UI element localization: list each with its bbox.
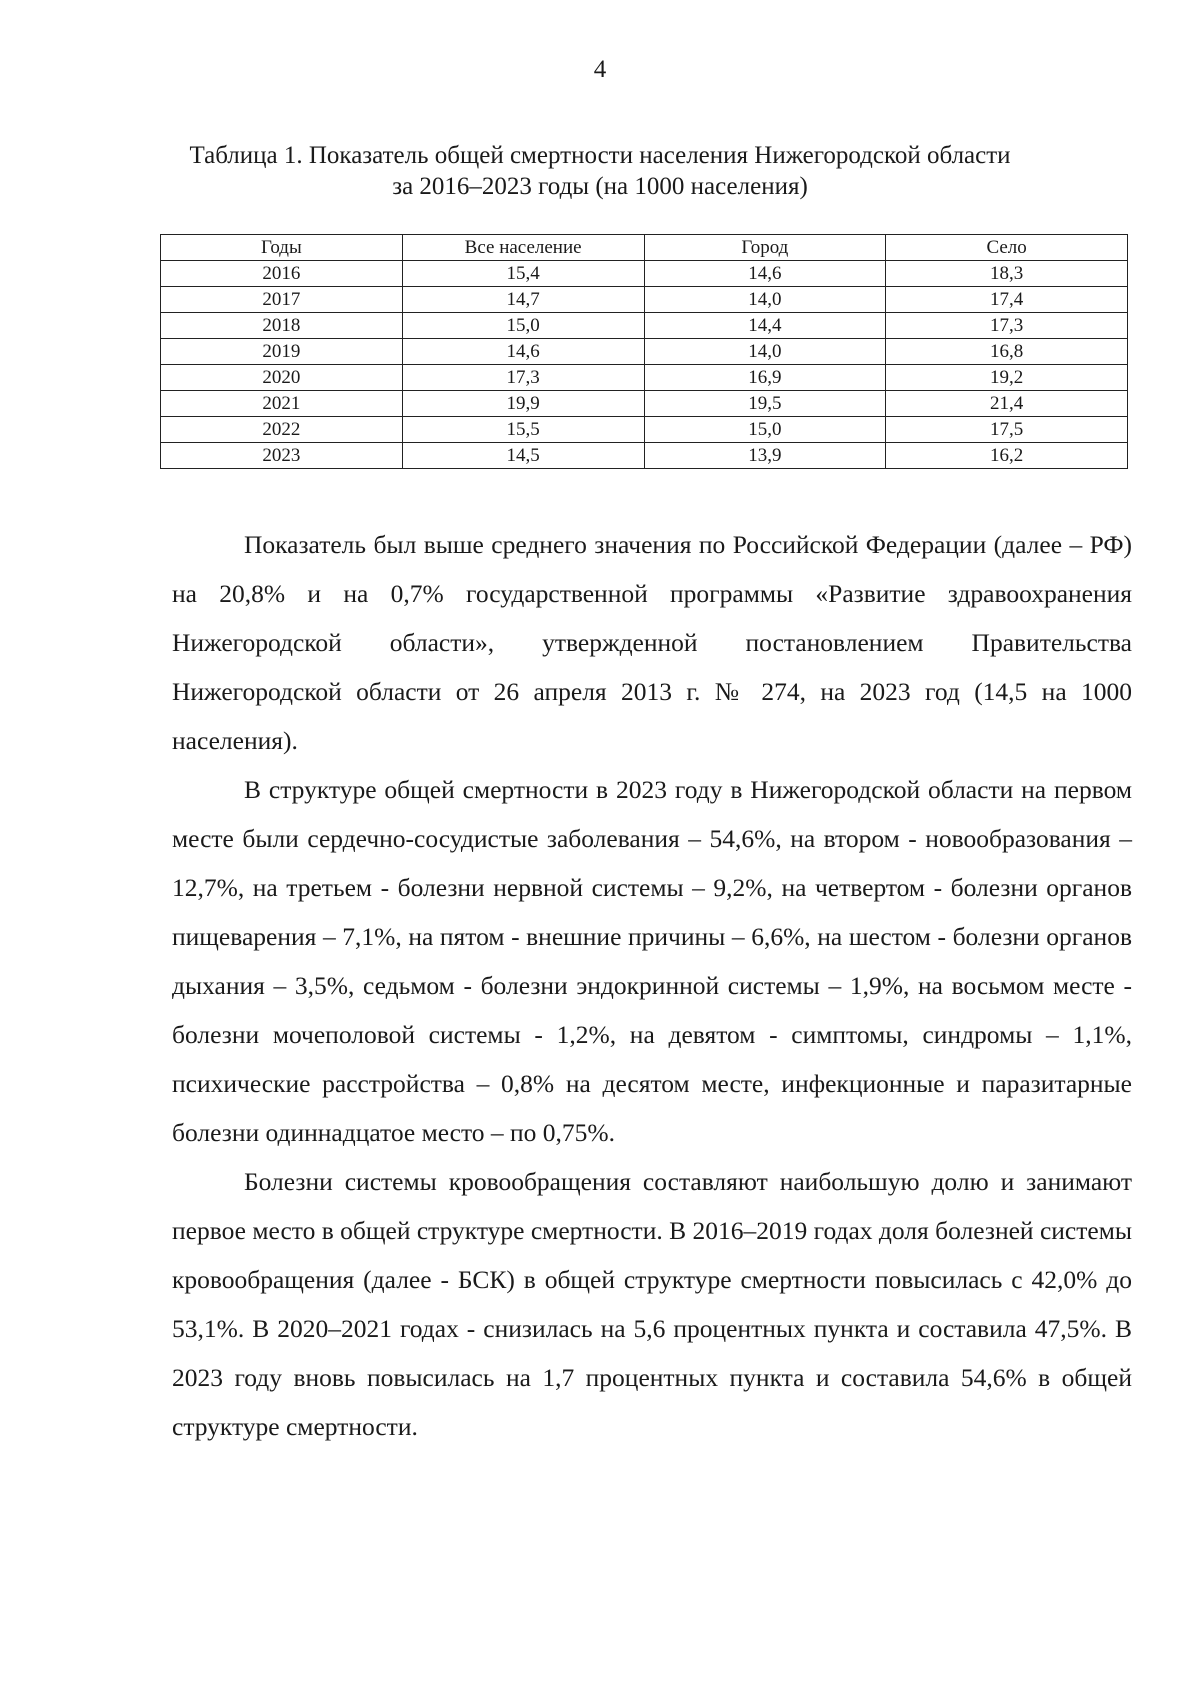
cell-city: 14,4 [644,313,886,339]
table-caption-line-2: за 2016–2023 годы (на 1000 населения) [392,173,808,200]
cell-year: 2023 [161,443,403,469]
table-row [161,339,1128,365]
cell-city: 15,0 [644,417,886,443]
cell-total: 15,5 [402,417,644,443]
header-city: Город [644,235,886,261]
paragraph-circulatory-diseases: Болезни системы кровообращения составляют наибольшую долю и занимают первое место в общей структуре смертности. В 2016–2019 годах доля болезней системы кровообращения (далее - БСК) в общей структуре смертности повысилась с 42,0% до 53,1%. В 2020–2021 годах - снизилась на 5,6 процентных пункта и составила 47,5%. В 2023 году вновь повысилась на 1,7 процентных пункта и составила 54,6% в общей структуре смертности. [172,1167,1132,1441]
mortality-table [160,234,1128,469]
header-years: Годы [161,235,403,261]
cell-city: 13,9 [644,443,886,469]
cell-city: 16,9 [644,365,886,391]
cell-village: 17,3 [886,313,1128,339]
cell-village: 17,5 [886,417,1128,443]
table-row [161,287,1128,313]
table-row [161,391,1128,417]
cell-total: 15,4 [402,261,644,287]
cell-village: 17,4 [886,287,1128,313]
cell-year: 2018 [161,313,403,339]
table-row [161,417,1128,443]
table-row [161,313,1128,339]
cell-year: 2017 [161,287,403,313]
cell-city: 19,5 [644,391,886,417]
table-row [161,365,1128,391]
cell-year: 2019 [161,339,403,365]
header-total-population: Все население [402,235,644,261]
cell-city: 14,0 [644,339,886,365]
cell-city: 14,0 [644,287,886,313]
cell-village: 18,3 [886,261,1128,287]
table-caption-line-1: Таблица 1. Показатель общей смертности населения Нижегородской области [189,142,1011,169]
body-text [172,520,1132,1451]
cell-year: 2021 [161,391,403,417]
header-village: Село [886,235,1128,261]
cell-total: 14,5 [402,443,644,469]
cell-village: 21,4 [886,391,1128,417]
page-number: 4 [593,56,607,83]
table-header-row [161,235,1128,261]
cell-total: 15,0 [402,313,644,339]
cell-total: 19,9 [402,391,644,417]
cell-year: 2020 [161,365,403,391]
cell-total: 14,7 [402,287,644,313]
cell-village: 16,2 [886,443,1128,469]
table-row [161,443,1128,469]
table-caption [160,140,1040,202]
cell-village: 19,2 [886,365,1128,391]
cell-total: 17,3 [402,365,644,391]
paragraph-mortality-structure: В структуре общей смертности в 2023 году в Нижегородской области на первом месте были сердечно-сосудистые заболевания – 54,6%, на втором - новообразования – 12,7%, на третьем - болезни нервной системы – 9,2%, на четвертом - болезни органов пищеварения – 7,1%, на пятом - внешние причины – 6,6%, на шестом - болезни органов дыхания – 3,5%, седьмом - болезни эндокринной системы – 1,9%, на восьмом месте - болезни мочеполовой системы - 1,2%, на девятом - симптомы, синдромы – 1,1%, психические расстройства – 0,8% на десятом месте, инфекционные и паразитарные болезни одиннадцатое место – по 0,75%. [172,775,1132,1147]
cell-year: 2016 [161,261,403,287]
paragraph-rf-comparison: Показатель был выше среднего значения по Российской Федерации (далее – РФ) на 20,8% и на 0,7% государственной программы «Развитие здравоохранения Нижегородской области», утвержденной постановлением Правительства Нижегородской области от 26 апреля 2013 г. № 274, на 2023 год (14,5 на 1000 населения). [172,530,1132,755]
cell-total: 14,6 [402,339,644,365]
cell-city: 14,6 [644,261,886,287]
cell-village: 16,8 [886,339,1128,365]
table-row [161,261,1128,287]
cell-year: 2022 [161,417,403,443]
